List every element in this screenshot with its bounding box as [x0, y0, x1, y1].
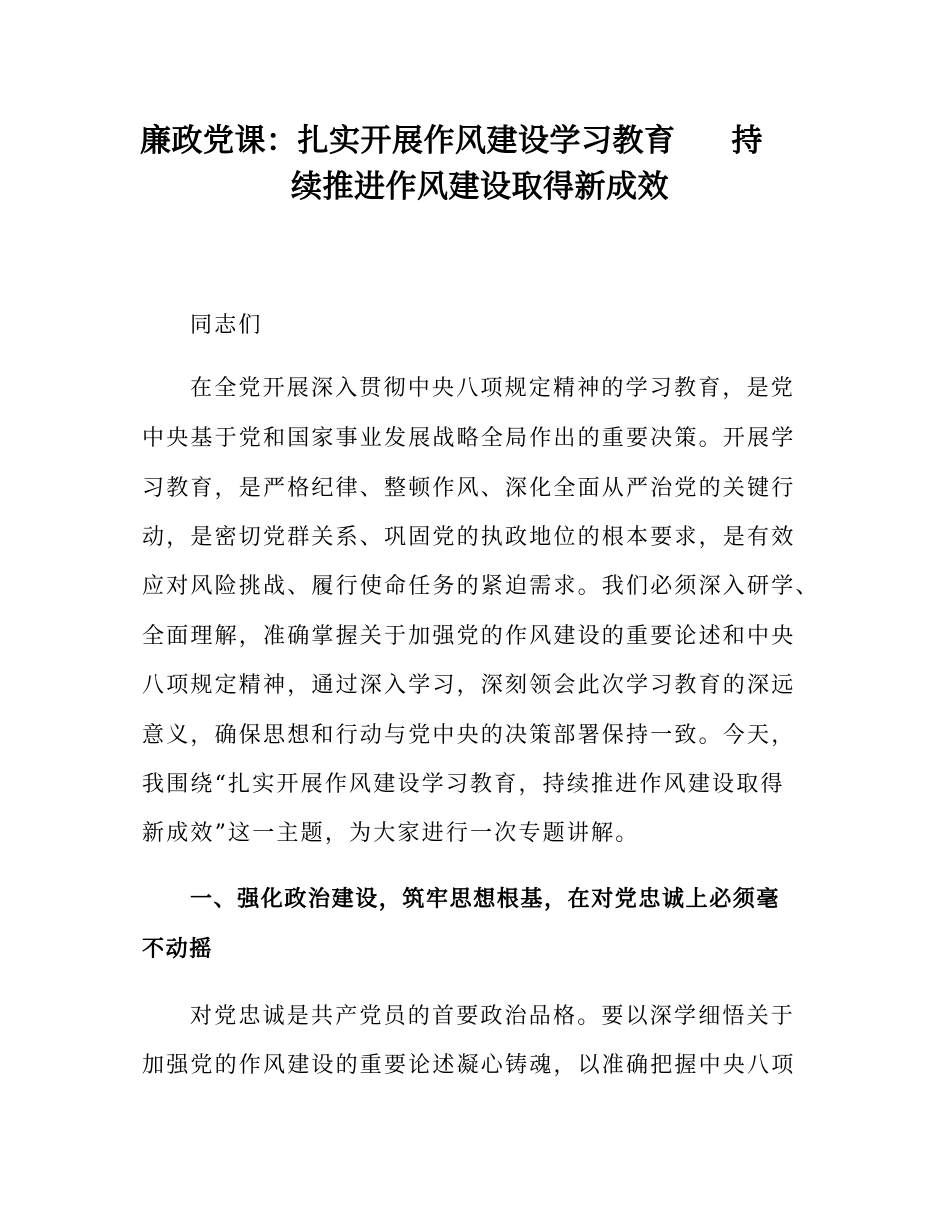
paragraph-1-line-6: 全面理解，准确掌握关于加强党的作风建设的重要论述和中央 [142, 624, 796, 649]
title-text-a: 廉政党课：扎实开展作风建设学习教育 [140, 123, 676, 159]
title-text-b: 持 [731, 123, 763, 159]
paragraph-1-line-9: 我围绕“扎实开展作风建设学习教育，持续推进作风建设取得 [142, 772, 785, 797]
paragraph-2-line-1: 对党忠诚是共产党员的首要政治品格。要以深学细悟关于 [190, 1004, 796, 1029]
salutation: 同志们 [190, 313, 263, 338]
section-1-heading-line-2: 不动摇 [142, 937, 213, 962]
paragraph-1-line-4: 动，是密切党群关系、巩固党的执政地位的根本要求，是有效 [142, 525, 796, 550]
paragraph-1-line-10: 新成效”这一主题，为大家进行一次专题讲解。 [142, 821, 640, 846]
paragraph-1-line-2: 中央基于党和国家事业发展战略全局作出的重要决策。开展学 [142, 426, 796, 451]
paragraph-1-line-8: 意义，确保思想和行动与党中央的决策部署保持一致。今天， [142, 723, 796, 748]
document-title-line-2: 续推进作风建设取得新成效 [291, 169, 669, 205]
paragraph-1-line-1: 在全党开展深入贯彻中央八项规定精神的学习教育，是党 [190, 376, 796, 401]
paragraph-1-line-5: 应对风险挑战、履行使命任务的紧迫需求。我们必须深入研学、 [142, 574, 820, 599]
paragraph-1-line-3: 习教育，是严格纪律、整顿作风、深化全面从严治党的关键行 [142, 476, 796, 501]
paragraph-2-line-2: 加强党的作风建设的重要论述凝心铸魂，以准确把握中央八项 [142, 1053, 796, 1078]
section-1-heading-line-1: 一、强化政治建设，筑牢思想根基，在对党忠诚上必须毫 [190, 887, 781, 912]
paragraph-1-line-7: 八项规定精神，通过深入学习，深刻领会此次学习教育的深远 [142, 673, 796, 698]
